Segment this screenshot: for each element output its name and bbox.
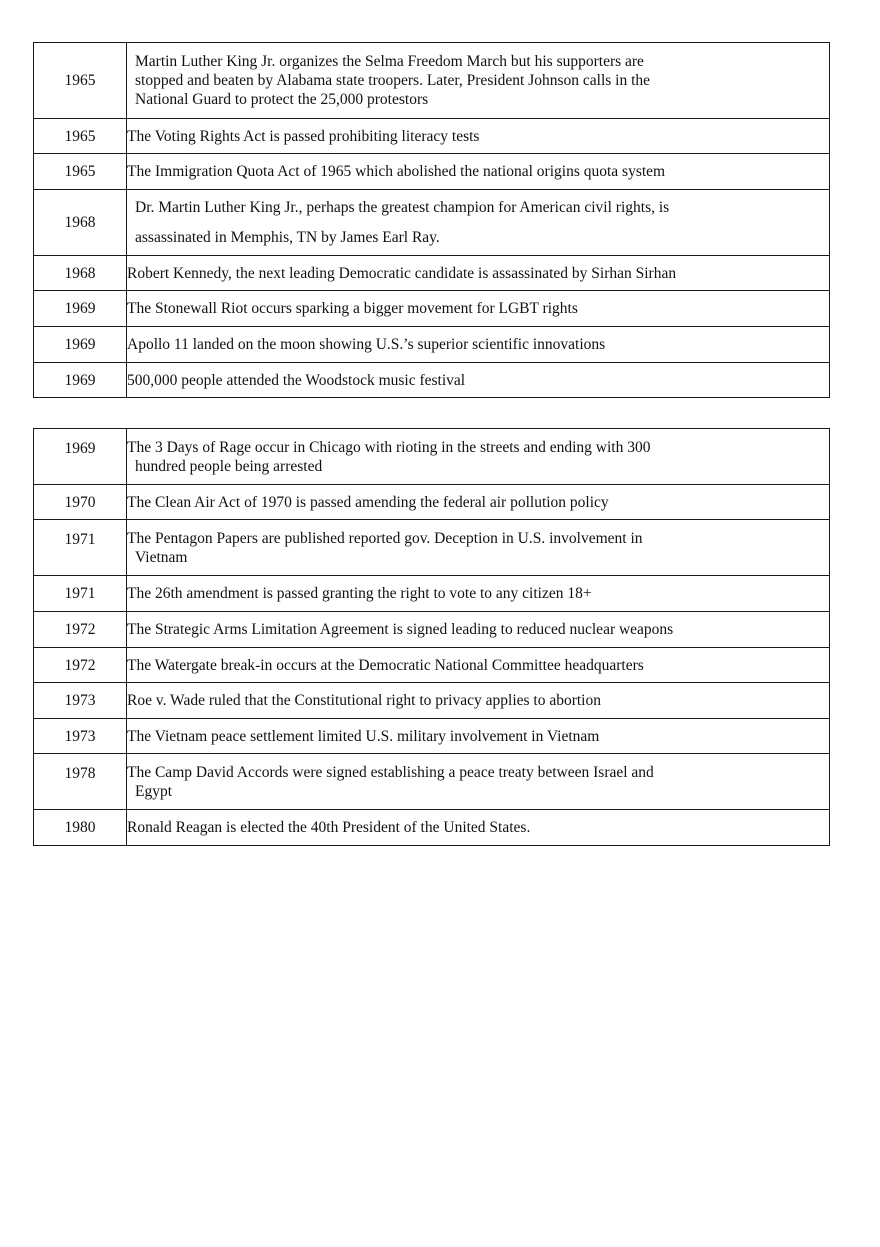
table-row [34,520,830,576]
event-line: Egypt [135,783,173,800]
event-cell: The Vietnam peace settlement limited U.S. military involvement in Vietnam [127,719,830,754]
table-row [34,429,830,485]
event-cell: The Immigration Quota Act of 1965 which abolished the national origins quota system [127,154,830,190]
year-cell: 1970 [34,485,127,520]
table-row [34,43,830,119]
table-row [34,648,830,683]
table-row [34,754,830,810]
event-cell: Ronald Reagan is elected the 40th President of the United States. [127,810,830,846]
year-cell: 1968 [34,256,127,291]
event-cell [127,43,830,119]
year-cell: 1972 [34,612,127,648]
table-row [34,256,830,291]
event-cell [127,754,830,810]
event-line: Vietnam [135,549,188,566]
table-row [34,119,830,154]
table-row [34,612,830,648]
year-cell: 1969 [34,429,127,485]
event-line: The 3 Days of Rage occur in Chicago with rioting in the streets and ending with 300 [127,439,651,456]
event-line: assassinated in Memphis, TN by James Earl Ray. [135,228,440,246]
event-line: The Pentagon Papers are published reported gov. Deception in U.S. involvement in [127,530,643,547]
year-cell: 1978 [34,754,127,810]
year-cell: 1971 [34,520,127,576]
table-row [34,291,830,327]
event-line: Martin Luther King Jr. organizes the Selma Freedom March but his supporters are [135,53,644,70]
table-row [34,154,830,190]
event-cell: The 26th amendment is passed granting the right to vote to any citizen 18+ [127,576,830,612]
event-cell: 500,000 people attended the Woodstock music festival [127,363,830,398]
event-cell [127,190,830,256]
table-row [34,719,830,754]
year-cell: 1965 [34,43,127,119]
table-row [34,327,830,363]
year-cell: 1969 [34,363,127,398]
year-cell: 1973 [34,683,127,719]
year-cell: 1973 [34,719,127,754]
event-cell: The Watergate break-in occurs at the Democratic National Committee headquarters [127,648,830,683]
event-cell: The Clean Air Act of 1970 is passed amending the federal air pollution policy [127,485,830,520]
event-line: stopped and beaten by Alabama state troopers. Later, President Johnson calls in the [135,72,651,89]
table-row [34,190,830,256]
event-cell [127,429,830,485]
event-cell: The Stonewall Riot occurs sparking a bigger movement for LGBT rights [127,291,830,327]
table-row [34,576,830,612]
table-row [34,485,830,520]
year-cell: 1971 [34,576,127,612]
event-cell: The Strategic Arms Limitation Agreement is signed leading to reduced nuclear weapons [127,612,830,648]
event-line: hundred people being arrested [135,458,323,475]
year-cell: 1972 [34,648,127,683]
year-cell: 1965 [34,119,127,154]
event-line: Dr. Martin Luther King Jr., perhaps the greatest champion for American civil rights, is [135,198,670,216]
event-cell: Roe v. Wade ruled that the Constitutional right to privacy applies to abortion [127,683,830,719]
year-cell: 1969 [34,291,127,327]
year-cell: 1965 [34,154,127,190]
table-row [34,683,830,719]
timeline-table-1969-1980 [33,428,830,846]
event-cell: Apollo 11 landed on the moon showing U.S.’s superior scientific innovations [127,327,830,363]
event-cell: Robert Kennedy, the next leading Democratic candidate is assassinated by Sirhan Sirhan [127,256,830,291]
event-cell: The Voting Rights Act is passed prohibiting literacy tests [127,119,830,154]
year-cell: 1968 [34,190,127,256]
year-cell: 1980 [34,810,127,846]
table-row [34,363,830,398]
event-line: The Camp David Accords were signed establishing a peace treaty between Israel and [127,764,654,781]
event-cell [127,520,830,576]
year-cell: 1969 [34,327,127,363]
event-line: National Guard to protect the 25,000 protestors [135,91,429,108]
timeline-table-1965-1969 [33,42,830,398]
table-row [34,810,830,846]
